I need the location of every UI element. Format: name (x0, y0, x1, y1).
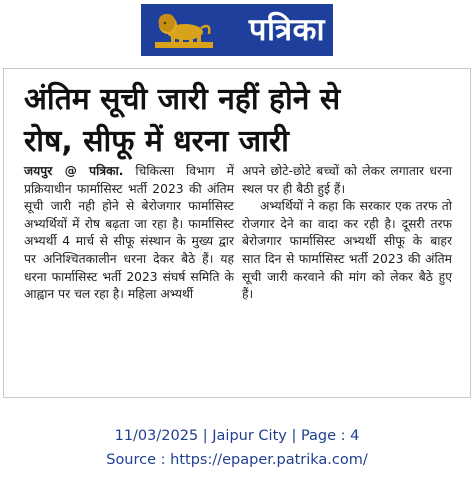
edition-info: 11/03/2025 | Jaipur City | Page : 4 (114, 428, 360, 444)
masthead (0, 0, 474, 60)
lion-emblem-icon (151, 8, 217, 52)
article-column-2 (242, 163, 452, 304)
source-url: Source : https://epaper.patrika.com/ (106, 452, 368, 468)
source-footer (0, 424, 474, 472)
article-body-col2-para1: अपने छोटे-छोटे बच्चों को लेकर लगातार धरना स्थल पर ही बैठी हुई हैं। (242, 164, 452, 196)
headline-line-1: अंतिम सूची जारी नहीं होने से (24, 82, 341, 117)
news-article (3, 68, 471, 398)
logo-text: पत्रिका (248, 11, 325, 48)
article-headline (24, 79, 464, 163)
article-dateline: जयपुर @ पत्रिका. (24, 164, 124, 178)
article-body-col1: चिकित्सा विभाग में प्रक्रियाधीन फार्मासिस्ट भर्ती 2023 की अंतिम सूची जारी नही होने से बेरोजगार फार्मासिस्ट अभ्यर्थियों में रोष बढ़ता जा रहा है। फार्मासिस्ट अभ्यर्थी 4 मार्च से सीफू संस्थान के मुख्य द्वार पर अनिश्चितकालीन धरना देकर बैठे हैं। यह धरना फार्मासिस्ट भर्ती 2023 संघर्ष समिति के आह्वान पर चल रहा है। महिला अभ्यर्थी (24, 164, 234, 302)
article-column-1 (24, 163, 234, 304)
article-body-col2-para2: अभ्यर्थियों ने कहा कि सरकार एक तरफ तो रोजगार देने का वादा कर रही है। दूसरी तरफ बेरोजगार फार्मासिस्ट अभ्यर्थी सीफू के बाहर सात दिन से फार्मासिस्ट भर्ती 2023 की अंतिम सूची जारी करवाने की मांग को लेकर बैठे हुए हैं। (242, 199, 452, 302)
patrika-logo (141, 4, 333, 56)
headline-line-2: रोष, सीफू में धरना जारी (24, 124, 289, 159)
